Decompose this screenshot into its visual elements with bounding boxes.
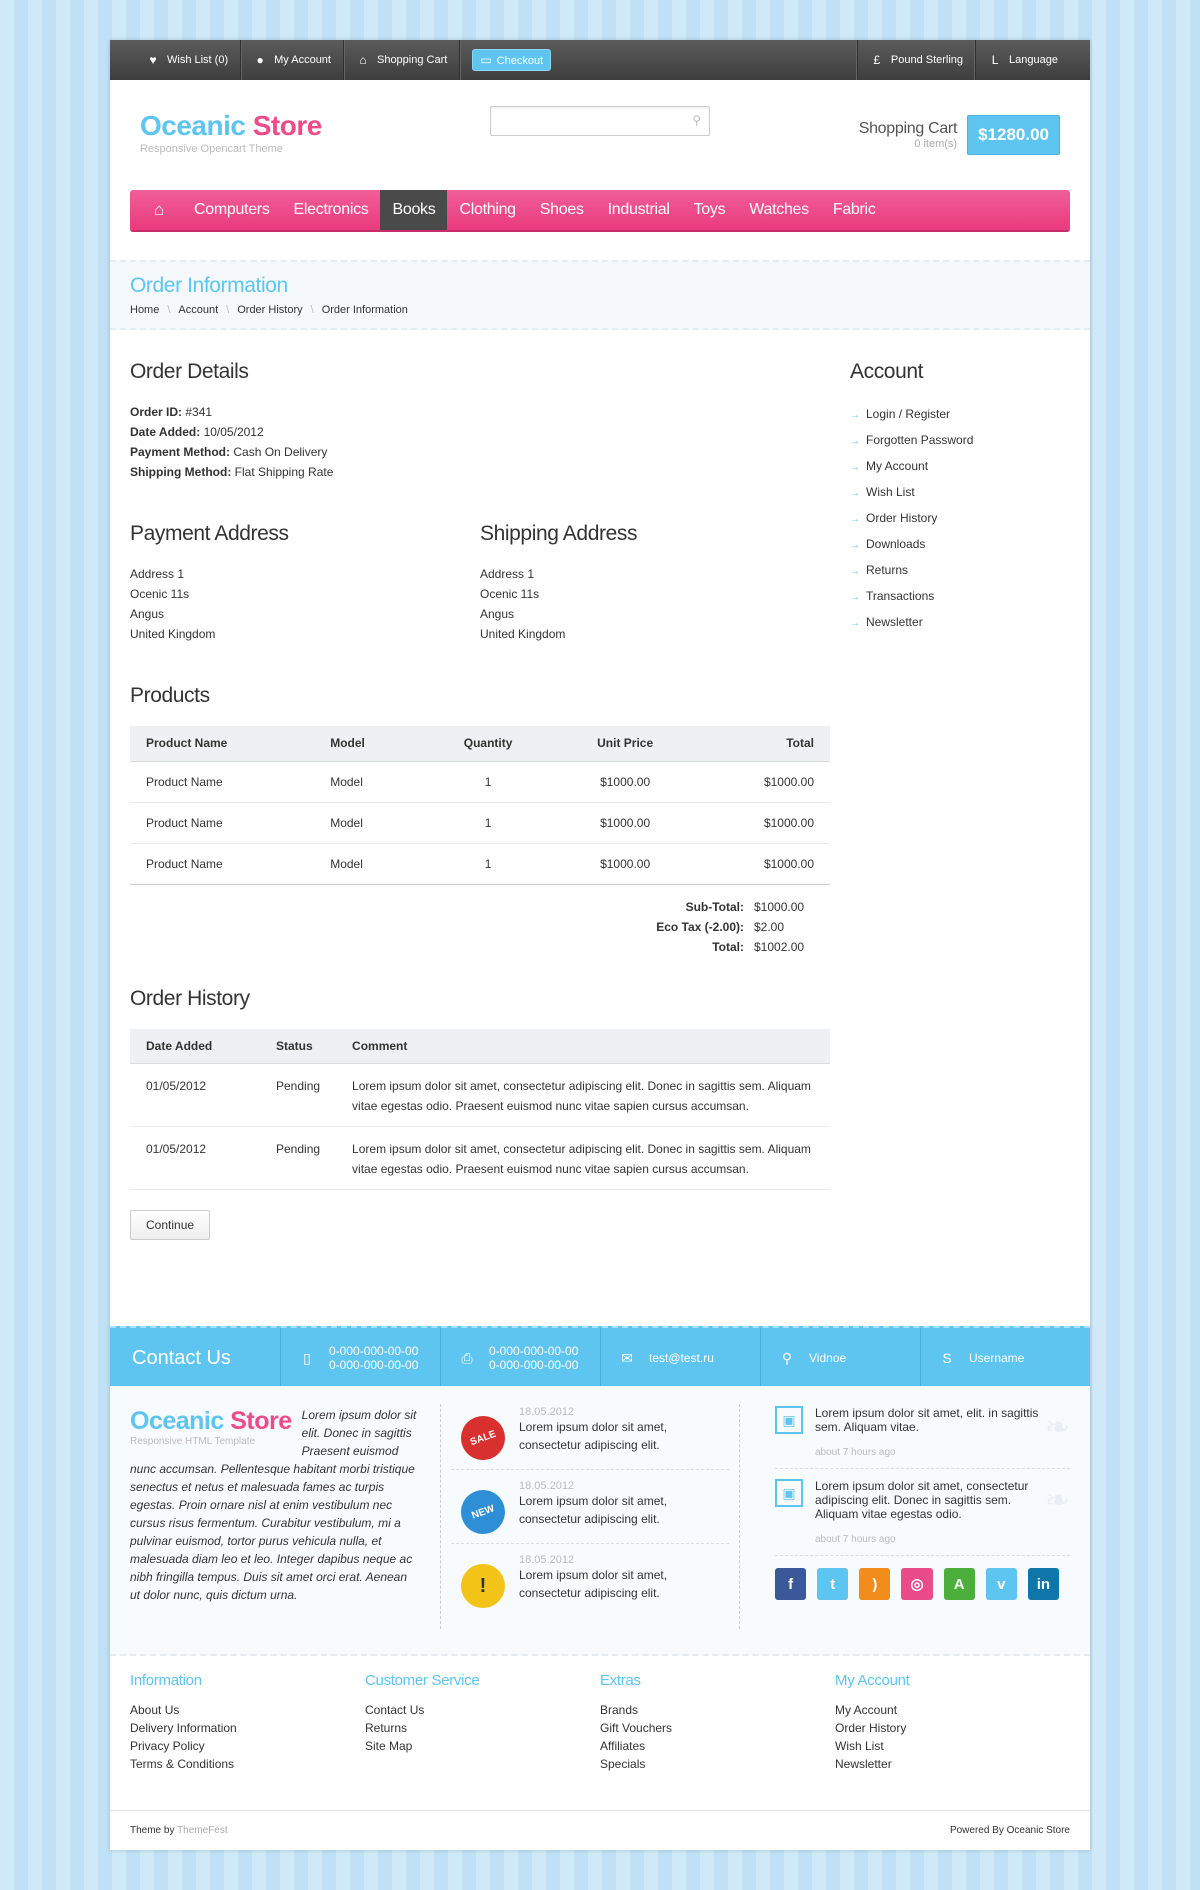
footer-link-contact-us[interactable]: Contact Us <box>365 1703 425 1717</box>
news-content <box>519 1554 729 1610</box>
tweet-time: about 7 hours ago <box>815 1534 896 1545</box>
address-line: Ocenic 11s <box>480 587 540 601</box>
news-content <box>519 1480 729 1535</box>
total-label: Sub-Total: <box>685 899 744 914</box>
footer-link-returns[interactable]: Returns <box>365 1721 408 1735</box>
footer-link-my-account[interactable]: My Account <box>835 1703 898 1717</box>
news-text: Lorem ipsum dolor sit amet, consectetur adipiscing elit. <box>519 1420 668 1452</box>
nav-item-computers[interactable]: Computers <box>193 201 270 218</box>
twitter-icon[interactable]: t <box>817 1568 848 1600</box>
card-icon: ▭ <box>480 53 492 67</box>
phone-info: ▯ 0-000-000-00-00 0-000-000-00-00 <box>280 1328 440 1388</box>
footer-col-title: Customer Service <box>365 1672 480 1689</box>
sidebar-item-label: Forgotten Password <box>866 433 974 447</box>
logo[interactable]: Oceanic Store Responsive Opencart Theme <box>140 110 322 155</box>
detail-value: Cash On Delivery <box>233 445 328 459</box>
mail-icon: ✉ <box>621 1349 633 1366</box>
location-pin-icon: ⚲ <box>781 1349 793 1366</box>
total-row <box>130 937 830 957</box>
search-input[interactable] <box>490 106 710 136</box>
footer-link-order-history[interactable]: Order History <box>835 1721 907 1735</box>
nav-item-shoes[interactable]: Shoes <box>539 201 584 218</box>
sidebar-item-label: Transactions <box>866 589 935 603</box>
total-row <box>130 897 830 917</box>
address-line: United Kingdom <box>480 627 566 641</box>
addresses <box>130 522 830 644</box>
table-row <box>130 843 830 884</box>
footer-link-terms-conditions[interactable]: Terms & Conditions <box>130 1757 235 1771</box>
nav-item-clothing[interactable]: Clothing <box>459 201 516 218</box>
facebook-icon[interactable]: f <box>775 1568 806 1600</box>
detail-label: Payment Method: <box>130 445 231 459</box>
column-header: Quantity <box>423 726 554 761</box>
footer-logo: Oceanic Store Responsive HTML Template <box>130 1407 292 1447</box>
news-date: 18.05.2012 <box>519 1406 575 1418</box>
cart-items-count: 0 item(s) <box>914 138 958 150</box>
vine-icon[interactable]: A <box>944 1568 975 1600</box>
total-value: $1002.00 <box>754 939 805 954</box>
sidebar-item-downloads[interactable] <box>850 532 1070 558</box>
table-cell: Product Name <box>130 802 314 843</box>
fax-info: ⎙ 0-000-000-00-00 0-000-000-00-00 <box>440 1328 600 1388</box>
search-icon[interactable]: ⚲ <box>692 113 701 127</box>
email-info[interactable]: ✉ test@test.ru <box>600 1328 760 1388</box>
table-row <box>130 1127 830 1190</box>
footer-link-newsletter[interactable]: Newsletter <box>835 1757 892 1771</box>
basket-icon: ⌂ <box>359 53 367 67</box>
sidebar-item-label: Wish List <box>866 485 915 499</box>
my-account-link[interactable]: ● My Account <box>241 40 344 80</box>
table-cell: Product Name <box>130 843 314 884</box>
shipping-address <box>480 522 830 644</box>
footer-link-about-us[interactable]: About Us <box>130 1703 180 1717</box>
detail-value: Flat Shipping Rate <box>234 465 334 479</box>
breadcrumb-separator: \ <box>167 304 171 316</box>
sidebar-item-label: Newsletter <box>866 615 923 629</box>
sidebar-item-label: Login / Register <box>866 407 951 421</box>
table-cell: Product Name <box>130 761 314 802</box>
arrow-right-icon: → <box>850 592 860 603</box>
logo-tagline: Responsive Opencart Theme <box>140 143 283 155</box>
footer-col-extras <box>600 1672 835 1773</box>
column-header: Model <box>314 726 422 761</box>
sidebar-item-label: Order History <box>866 511 938 525</box>
table-cell: Pending <box>260 1064 336 1127</box>
table-cell: Lorem ipsum dolor sit amet, consectetur adipiscing elit. Donec in sagittis sem. Aliquam vitae egestas odio. Praesent euismod nunc vitae sapien cursus accumsan. <box>336 1064 830 1127</box>
payment-address-title: Payment Address <box>130 522 289 545</box>
products-title: Products <box>130 684 210 707</box>
footer-link-site-map[interactable]: Site Map <box>365 1739 413 1753</box>
footer-col-title: My Account <box>835 1672 910 1689</box>
main-nav <box>130 190 1070 230</box>
news-item[interactable] <box>451 1478 729 1544</box>
sidebar-item-label: Downloads <box>866 537 926 551</box>
breadcrumb-separator: \ <box>310 304 314 316</box>
sidebar-item-transactions[interactable] <box>850 584 1070 610</box>
social-links <box>775 1568 1070 1600</box>
breadcrumb-item[interactable]: Home <box>130 304 160 316</box>
account-sidebar <box>850 360 1070 636</box>
top-bar <box>110 40 1090 80</box>
order-detail-row <box>130 402 830 422</box>
sidebar-item-newsletter[interactable] <box>850 610 1070 636</box>
news-content <box>519 1406 729 1461</box>
skype-info[interactable]: S Username <box>920 1328 1089 1388</box>
sidebar-title: Account <box>850 360 924 383</box>
nav-item-electronics[interactable]: Electronics <box>293 201 369 218</box>
order-details-title: Order Details <box>130 360 249 383</box>
page <box>110 40 1090 1850</box>
arrow-right-icon: → <box>850 462 860 473</box>
breadcrumb-item: Order Information <box>321 304 408 316</box>
arrow-right-icon: → <box>850 566 860 577</box>
detail-label: Order ID: <box>130 405 183 419</box>
nav-item-toys[interactable]: Toys <box>693 201 726 218</box>
products-table <box>130 726 830 885</box>
about-text: Lorem ipsum dolor sit elit. Donec in sagittis Praesent euismod nunc accumsan. Pellentesque habitant morbi tristique senectus et netus et malesuada fames ac turpis egestas. Proin ornare nisl at enim vestibulum nec cursus risus fermentum. Curabitur vestibulum, mi a pulvinar euismod, tortor purus vehicula nulla, et malesuada diam leo et leo. Integer dapibus neque ac nibh fringilla tempus. Duis sit amet orci erat. Aenean ut dolor nunc, quis dictum urna. <box>130 1408 417 1602</box>
main-content <box>130 360 830 1240</box>
address-line: Address 1 <box>130 567 185 581</box>
tweet-avatar-icon: ▣ <box>775 1406 803 1434</box>
sidebar-item-returns[interactable] <box>850 558 1070 584</box>
detail-label: Date Added: <box>130 425 201 439</box>
sidebar-item-wish-list[interactable] <box>850 480 1070 506</box>
footer-link-privacy-policy[interactable]: Privacy Policy <box>130 1739 205 1753</box>
tweet-time: about 7 hours ago <box>815 1447 896 1458</box>
address-line: Angus <box>480 607 515 621</box>
table-cell: $1000.00 <box>697 802 830 843</box>
table-cell: $1000.00 <box>554 802 697 843</box>
location-info: ⚲ Vidnoe <box>760 1328 920 1388</box>
twitter-bird-icon: ❧ <box>1044 1411 1070 1444</box>
table-cell: Lorem ipsum dolor sit amet, consectetur adipiscing elit. Donec in sagittis sem. Aliquam vitae egestas odio. Praesent euismod nunc vitae sapien cursus accumsan. <box>336 1127 830 1190</box>
continue-button[interactable]: Continue <box>130 1210 210 1240</box>
table-cell: 01/05/2012 <box>130 1064 260 1127</box>
currency-selector[interactable]: £ Pound Sterling <box>857 40 975 80</box>
address-line: Address 1 <box>480 567 535 581</box>
news-list <box>440 1404 740 1629</box>
products-section <box>130 684 830 957</box>
shipping-address-title: Shipping Address <box>480 522 638 545</box>
news-text: Lorem ipsum dolor sit amet, consectetur adipiscing elit. <box>519 1494 668 1526</box>
twitter-bird-icon: ❧ <box>1044 1484 1070 1517</box>
cart-total[interactable]: $1280.00 <box>967 115 1060 155</box>
table-cell: 1 <box>423 761 554 802</box>
footer-widgets <box>110 1386 1090 1656</box>
sidebar-item-my-account[interactable] <box>850 454 1070 480</box>
table-cell: Model <box>314 843 422 884</box>
tweet-text: Lorem ipsum dolor sit amet, consectetur adipiscing elit. Donec in sagittis sem. Aliquam vitae egestas odio. <box>815 1479 1029 1521</box>
footer-link-specials[interactable]: Specials <box>600 1757 646 1771</box>
arrow-right-icon: → <box>850 540 860 551</box>
shopping-cart-link[interactable]: ⌂ Shopping Cart <box>344 40 460 80</box>
page-title: Order Information <box>130 274 288 297</box>
arrow-right-icon: → <box>850 488 860 499</box>
breadcrumb-separator: \ <box>226 304 230 316</box>
tweet-avatar-icon: ▣ <box>775 1479 803 1507</box>
footer-link-delivery-information[interactable]: Delivery Information <box>130 1721 237 1735</box>
dribbble-icon[interactable]: ◎ <box>901 1568 932 1600</box>
table-cell: Model <box>314 802 422 843</box>
table-cell: $1000.00 <box>554 843 697 884</box>
news-date: 18.05.2012 <box>519 1480 575 1492</box>
column-header: Status <box>260 1029 336 1064</box>
tweet-item <box>775 1479 1070 1556</box>
arrow-right-icon: → <box>850 410 860 421</box>
arrow-right-icon: → <box>850 618 860 629</box>
order-detail-row <box>130 422 830 442</box>
news-item[interactable] <box>451 1404 729 1470</box>
detail-value: #341 <box>185 405 213 419</box>
tweets <box>775 1406 1070 1600</box>
language-selector[interactable]: L Language <box>975 40 1070 80</box>
footer-about <box>130 1406 420 1604</box>
nav-item-fabric[interactable]: Fabric <box>832 201 876 218</box>
wishlist-link[interactable]: ♥ Wish List (0) <box>134 40 241 80</box>
table-row <box>130 761 830 802</box>
table-row <box>130 1064 830 1127</box>
sidebar-item-label: Returns <box>866 563 909 577</box>
fax-icon: ⎙ <box>461 1349 473 1366</box>
nav-item-watches[interactable]: Watches <box>749 201 809 218</box>
footer-col-title: Extras <box>600 1672 641 1689</box>
footer-link-affiliates[interactable]: Affiliates <box>600 1739 646 1753</box>
home-icon[interactable]: ⌂ <box>154 200 164 219</box>
contact-title: Contact Us <box>132 1346 231 1369</box>
news-item[interactable] <box>451 1552 729 1618</box>
rss-icon[interactable]: ) <box>859 1568 890 1600</box>
breadcrumb-item[interactable]: Order History <box>237 304 303 316</box>
tweet-item <box>775 1406 1070 1469</box>
footer-links <box>130 1672 1070 1773</box>
table-cell: 1 <box>423 802 554 843</box>
sidebar-item-order-history[interactable] <box>850 506 1070 532</box>
user-icon: ● <box>256 53 264 67</box>
checkout-button[interactable]: ▭ Checkout <box>472 49 551 71</box>
header-cart[interactable] <box>859 115 1060 155</box>
detail-label: Shipping Method: <box>130 465 232 479</box>
table-row <box>130 802 830 843</box>
table-cell: Pending <box>260 1127 336 1190</box>
phone-icon: ▯ <box>303 1349 311 1366</box>
footer-link-wish-list[interactable]: Wish List <box>835 1739 884 1753</box>
sidebar-item-label: My Account <box>866 459 929 473</box>
tweet-content <box>815 1479 1040 1547</box>
vimeo-icon[interactable]: v <box>986 1568 1017 1600</box>
nav-item-books[interactable]: Books <box>380 190 447 230</box>
copyright-bar: Theme by ThemeFest Powered By Oceanic Store <box>110 1810 1090 1850</box>
arrow-right-icon: → <box>850 514 860 525</box>
column-header: Total <box>697 726 830 761</box>
total-row <box>130 917 830 937</box>
language-icon: L <box>991 53 999 67</box>
address-line: United Kingdom <box>130 627 216 641</box>
currency-icon: £ <box>873 53 881 67</box>
news-text: Lorem ipsum dolor sit amet, consectetur adipiscing elit. <box>519 1568 668 1600</box>
breadcrumb <box>130 304 1070 316</box>
order-totals <box>130 897 830 957</box>
order-detail-row <box>130 442 830 462</box>
sidebar-item-forgotten-password[interactable] <box>850 428 1070 454</box>
cart-title: Shopping Cart <box>858 120 958 137</box>
total-value: $1000.00 <box>754 899 805 914</box>
contact-bar <box>110 1326 1090 1386</box>
linkedin-icon[interactable]: in <box>1028 1568 1059 1600</box>
footer-col-information <box>130 1672 365 1773</box>
badge-new-icon: NEW <box>455 1484 511 1540</box>
column-header: Unit Price <box>554 726 697 761</box>
address-line: Angus <box>130 607 165 621</box>
column-header: Comment <box>336 1029 830 1064</box>
table-cell: 1 <box>423 843 554 884</box>
arrow-right-icon: → <box>850 436 860 447</box>
table-cell: Model <box>314 761 422 802</box>
total-label: Eco Tax (-2.00): <box>656 919 744 934</box>
detail-value: 10/05/2012 <box>203 425 264 439</box>
footer-col-my-account <box>835 1672 1070 1773</box>
order-details <box>130 402 830 482</box>
history-table <box>130 1029 830 1191</box>
theme-author-link[interactable]: ThemeFest <box>177 1825 228 1836</box>
badge-sale-icon: SALE <box>455 1410 511 1466</box>
nav-item-industrial[interactable]: Industrial <box>607 201 670 218</box>
table-cell: $1000.00 <box>697 843 830 884</box>
column-header: Date Added <box>130 1029 260 1064</box>
footer-col-customer-service <box>365 1672 600 1773</box>
title-band <box>110 260 1090 330</box>
address-line: Ocenic 11s <box>130 587 190 601</box>
heart-icon: ♥ <box>149 53 157 67</box>
footer-col-title: Information <box>130 1672 202 1689</box>
column-header: Product Name <box>130 726 314 761</box>
total-value: $2.00 <box>754 919 785 934</box>
tweet-content <box>815 1406 1040 1460</box>
table-cell: $1000.00 <box>697 761 830 802</box>
total-label: Total: <box>712 939 744 954</box>
order-detail-row <box>130 462 830 482</box>
history-section <box>130 987 830 1241</box>
footer-link-gift-vouchers[interactable]: Gift Vouchers <box>600 1721 673 1735</box>
badge-alert-icon: ! <box>461 1564 505 1608</box>
history-title: Order History <box>130 986 250 1010</box>
powered-by: Powered By Oceanic Store <box>949 1825 1070 1836</box>
sidebar-item-login-register[interactable] <box>850 402 1070 428</box>
table-cell: $1000.00 <box>554 761 697 802</box>
news-date: 18.05.2012 <box>519 1554 575 1566</box>
payment-address <box>130 522 480 644</box>
footer-link-brands[interactable]: Brands <box>600 1703 639 1717</box>
table-cell: 01/05/2012 <box>130 1127 260 1190</box>
breadcrumb-item[interactable]: Account <box>178 304 219 316</box>
tweet-text: Lorem ipsum dolor sit amet, elit. in sagittis sem. Aliquam vitae. <box>815 1406 1039 1434</box>
skype-icon: S <box>942 1350 952 1366</box>
